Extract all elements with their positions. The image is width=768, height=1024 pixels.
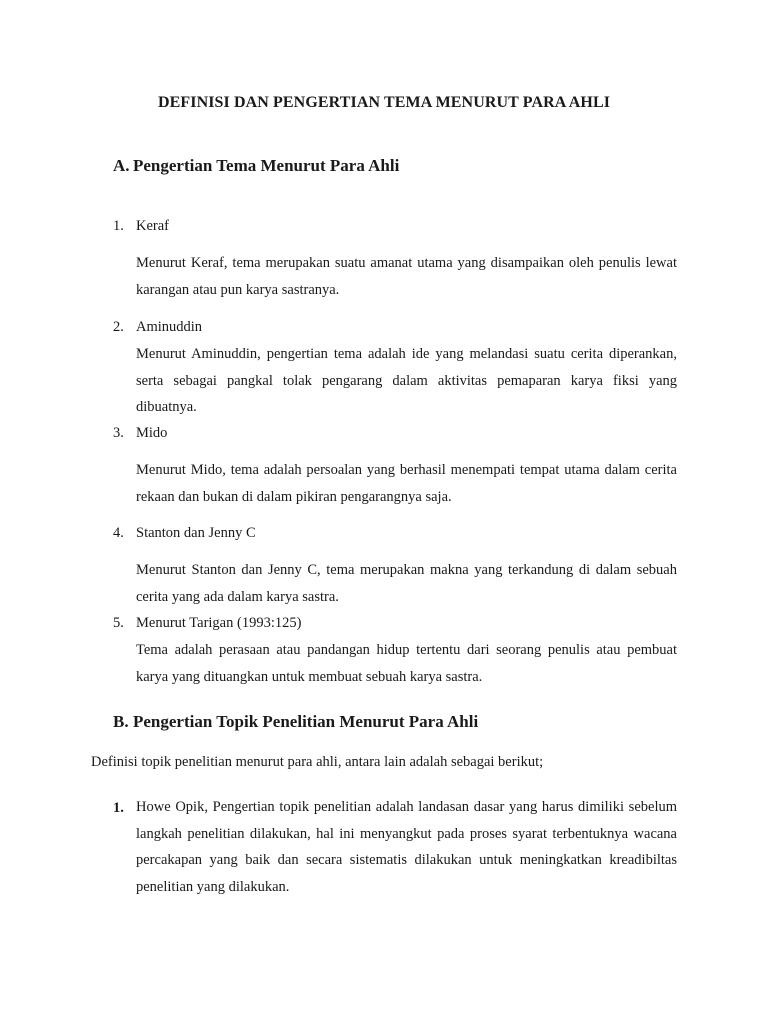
item-text-aminuddin: Menurut Aminuddin, pengertian tema adalah ide yang melandasi suatu cerita diperankan, serta sebagai pangkal tolak pengarang dalam aktivitas pemaparan karya fiksi yang dibuatnya. xyxy=(136,346,677,415)
section-b-letter: B. xyxy=(113,712,129,731)
section-b-heading xyxy=(113,712,478,732)
section-b-title: Pengertian Topik Penelitian Menurut Para Ahli xyxy=(133,712,479,731)
item-text-tarigan: Tema adalah perasaan atau pandangan hidup tertentu dari seorang penulis atau pembuat karya yang dituangkan untuk membuat sebuah karya sastra. xyxy=(136,642,677,685)
section-a-title: Pengertian Tema Menurut Para Ahli xyxy=(133,156,400,175)
item-text-howe-opik: Howe Opik, Pengertian topik penelitian adalah landasan dasar yang harus dimiliki sebelum langkah penelitian dilakukan, hal ini menyangkut pada proses syarat terbentuknya wacana percakapan yang baik dan secara sistematis dilakukan untuk meningkatkan kreadibiltas penelitian yang dilakukan. xyxy=(136,799,677,895)
item-name-stanton: Stanton dan Jenny C xyxy=(136,525,256,541)
item-text-mido: Menurut Mido, tema adalah persoalan yang berhasil menempati tempat utama dalam cerita rekaan dan bukan di dalam pikiran pengarangnya saja. xyxy=(136,462,677,505)
section-a-heading xyxy=(113,156,399,176)
item-text-stanton: Menurut Stanton dan Jenny C, tema merupakan makna yang terkandung di dalam sebuah cerita yang ada dalam karya sastra. xyxy=(136,562,677,605)
item-number: 2. xyxy=(113,319,124,335)
item-name-keraf: Keraf xyxy=(136,218,170,234)
section-a-letter: A. xyxy=(113,156,130,175)
item-number: 4. xyxy=(113,525,124,541)
item-text-keraf: Menurut Keraf, tema merupakan suatu amanat utama yang disampaikan oleh penulis lewat karangan atau pun karya sastranya. xyxy=(136,255,677,298)
section-b-intro: Definisi topik penelitian menurut para ahli, antara lain adalah sebagai berikut; xyxy=(91,754,544,770)
item-name-mido: Mido xyxy=(136,425,168,441)
item-name-aminuddin: Aminuddin xyxy=(136,319,203,335)
item-number: 1. xyxy=(113,218,124,234)
item-name-tarigan: Menurut Tarigan (1993:125) xyxy=(136,615,302,631)
item-number: 1. xyxy=(113,800,124,816)
item-number: 3. xyxy=(113,425,124,441)
item-number: 5. xyxy=(113,615,124,631)
document-title: DEFINISI DAN PENGERTIAN TEMA MENURUT PARA AHLI xyxy=(157,94,611,111)
